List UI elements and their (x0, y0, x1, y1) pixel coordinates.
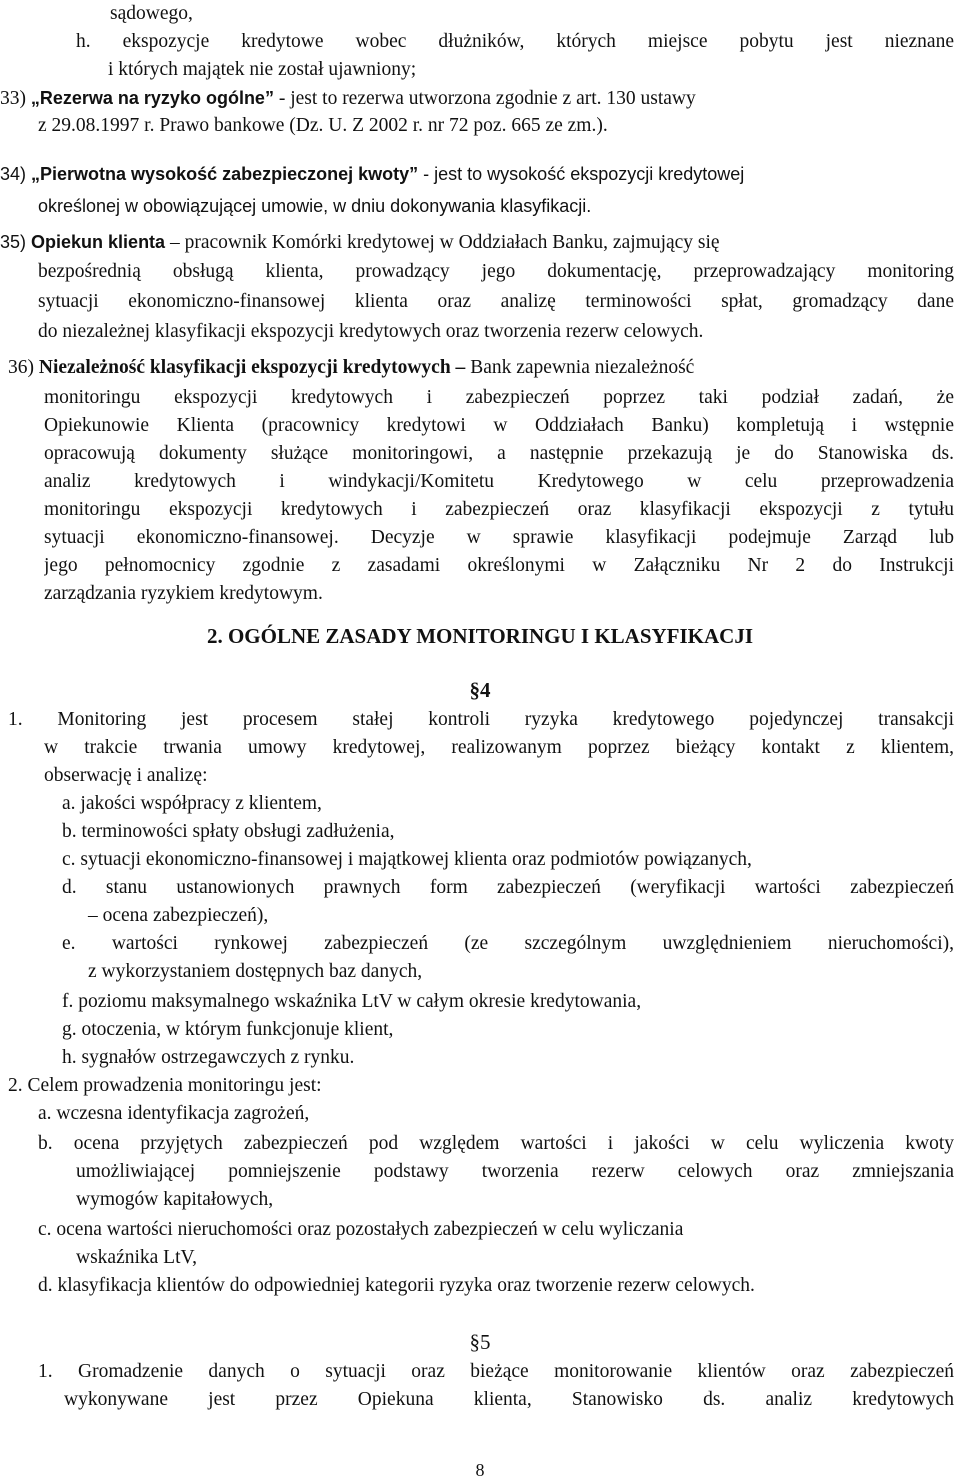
text-line: monitoringu ekspozycji kredytowych i zabezpieczeń oraz klasyfikacji ekspozycji z tytułu (44, 499, 954, 520)
text-line: do niezależnej klasyfikacji ekspozycji kredytowych oraz tworzenia rezerw celowych. (38, 321, 704, 342)
text-line: jego pełnomocnicy zgodnie z zasadami określonymi w Załączniku Nr 2 do Instrukcji (44, 555, 954, 576)
text-line: w trakcie trwania umowy kredytowej, realizowanym poprzez bieżący kontakt z klientem, (44, 737, 954, 758)
term-rezerwa: „Rezerwa na ryzyko ogólne” (30, 88, 274, 108)
term-niezaleznosc: Niezależność klasyfikacji ekspozycji kredytowych – (38, 357, 466, 378)
paragraph-marker-5: §5 (469, 1330, 491, 1354)
list-item: c. sytuacji ekonomiczno-finansowej i majątkowej klienta oraz podmiotów powiązanych, (62, 849, 752, 870)
list-item: 1. Monitoring jest procesem stałej kontroli ryzyka kredytowego pojedynczej transakcji (8, 709, 954, 730)
list-item: d. klasyfikacja klientów do odpowiedniej kategorii ryzyka oraz tworzenie rezerw celowych. (38, 1275, 755, 1296)
text-line: Opiekunowie Klienta (pracownicy kredytowi w Oddziałach Banku) kompletują i wstępnie (44, 415, 954, 436)
page-number: 8 (475, 1460, 485, 1480)
definition-34: 34) „Pierwotna wysokość zabezpieczonej kwoty” - jest to wysokość ekspozycji kredytowej (0, 164, 745, 184)
text-line: opracowują dokumenty służące monitoringowi, a następnie przekazują je do Stanowiska ds. (44, 443, 954, 464)
definition-35: 35) Opiekun klienta – pracownik Komórki kredytowej w Oddziałach Banku, zajmujący się (0, 232, 720, 253)
list-item: f. poziomu maksymalnego wskaźnika LtV w całym okresie kredytowania, (62, 991, 642, 1012)
paragraph-marker-4: §4 (469, 678, 491, 702)
list-item: a. jakości współpracy z klientem, (62, 793, 322, 814)
list-item: 1. Gromadzenie danych o sytuacji oraz bieżące monitorowanie klientów oraz zabezpieczeń (38, 1361, 954, 1382)
list-item: b. terminowości spłaty obsługi zadłużenia, (62, 821, 395, 842)
text-line: określonej w obowiązującej umowie, w dniu dokonywania klasyfikacji. (38, 196, 592, 216)
list-item: d. stanu ustanowionych prawnych form zabezpieczeń (weryfikacji wartości zabezpieczeń (62, 877, 954, 898)
text-line: wskaźnika LtV, (76, 1247, 197, 1268)
text-line: monitoringu ekspozycji kredytowych i zabezpieczeń poprzez taki podział zadań, że (44, 387, 954, 408)
list-item: h. sygnałów ostrzegawczych z rynku. (62, 1047, 355, 1068)
list-item: c. ocena wartości nieruchomości oraz pozostałych zabezpieczeń w celu wyliczania (38, 1219, 684, 1240)
list-item: b. ocena przyjętych zabezpieczeń pod względem wartości i jakości w celu wyliczenia kwoty (38, 1133, 954, 1154)
definition-36: 36) Niezależność klasyfikacji ekspozycji kredytowych – Bank zapewnia niezależność (8, 357, 695, 378)
text-line: sytuacji ekonomiczno-finansowej. Decyzje w sprawie klasyfikacji podejmuje Zarząd lub (44, 527, 954, 548)
text-line: zarządzania ryzykiem kredytowym. (44, 583, 323, 604)
text-line: sytuacji ekonomiczno-finansowej klienta oraz analizę terminowości spłat, gromadzący dane (38, 291, 954, 312)
text-line: obserwację i analizę: (44, 765, 208, 786)
text-line: sądowego, (110, 3, 193, 24)
text-line: z 29.08.1997 r. Prawo bankowe (Dz. U. Z 2002 r. nr 72 poz. 665 ze zm.). (38, 115, 608, 136)
text-line: z wykorzystaniem dostępnych baz danych, (88, 961, 423, 982)
text-line: umożliwiającej pomniejszenie podstawy tworzenia rezerw celowych oraz zmniejszania (76, 1161, 954, 1182)
term-pierwotna: „Pierwotna wysokość zabezpieczonej kwoty” (31, 164, 419, 184)
text-line: analiz kredytowych i windykacji/Komitetu Kredytowego w celu przeprowadzenia (44, 471, 954, 492)
list-item: g. otoczenia, w którym funkcjonuje klient, (62, 1019, 394, 1040)
text-line: wymogów kapitałowych, (76, 1189, 274, 1210)
definition-33: 33) „Rezerwa na ryzyko ogólne” - jest to rezerwa utworzona zgodnie z art. 130 ustawy (0, 88, 696, 109)
text-line: bezpośrednią obsługą klienta, prowadzący jego dokumentację, przeprowadzający monitoring (38, 261, 954, 282)
section-title: 2. OGÓLNE ZASADY MONITORINGU I KLASYFIKACJI (206, 624, 754, 648)
list-item: 2. Celem prowadzenia monitoringu jest: (8, 1075, 322, 1096)
text-line: h. ekspozycje kredytowe wobec dłużników, których miejsce pobytu jest nieznane (76, 31, 954, 52)
text-line: i których majątek nie został ujawniony; (108, 59, 417, 80)
text-line: wykonywane jest przez Opiekuna klienta, Stanowisko ds. analiz kredytowych (64, 1389, 954, 1410)
term-opiekun: Opiekun klienta (31, 232, 166, 252)
list-item: e. wartości rynkowej zabezpieczeń (ze szczególnym uwzględnieniem nieruchomości), (62, 933, 954, 954)
text-line: – ocena zabezpieczeń), (88, 905, 269, 926)
list-item: a. wczesna identyfikacja zagrożeń, (38, 1103, 310, 1124)
